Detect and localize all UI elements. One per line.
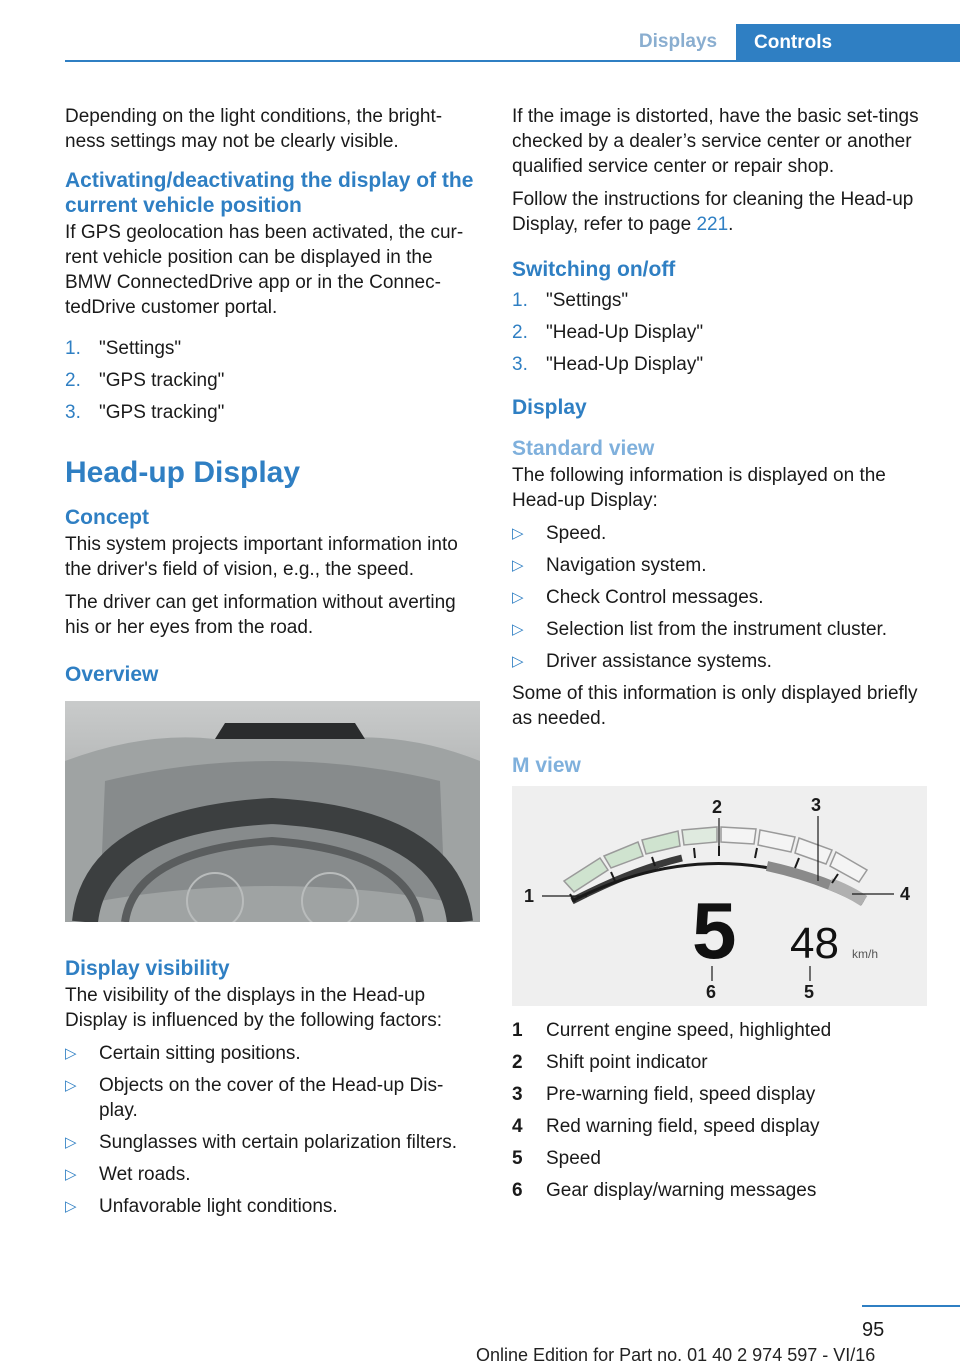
- hud-overview-photo: [65, 701, 480, 922]
- list-item: ▷ Wet roads.: [65, 1164, 191, 1185]
- list-item: ▷ Sunglasses with certain polarization filters.: [65, 1132, 458, 1153]
- page-number: 95: [862, 1319, 885, 1341]
- left-column: [65, 104, 480, 1226]
- list-item: 2. "Head-Up Display": [512, 322, 704, 343]
- heading-concept: Concept: [65, 506, 149, 529]
- m-view-legend: [512, 1018, 930, 1203]
- heading-display-visibility: Display visibility: [65, 957, 230, 980]
- list-item: 1. "Settings": [512, 290, 629, 311]
- concept-paragraph-2: The driver can get information without averting his or her eyes from the road.: [65, 592, 456, 638]
- callout-5: 5: [804, 982, 815, 1002]
- header-rule: [65, 60, 960, 62]
- gear-digit: 5: [692, 886, 737, 975]
- gps-steps: [65, 336, 480, 425]
- list-item: 5 Speed: [512, 1148, 601, 1169]
- list-item: ▷ Navigation system.: [512, 555, 707, 576]
- list-item: 3 Pre-warning field, speed display: [512, 1084, 816, 1105]
- position-paragraph: If GPS geolocation has been activated, the cur-rent vehicle position can be displayed in the BMW ConnectedDrive app or in the Connec-tedDrive customer portal.: [65, 222, 464, 318]
- list-item: ▷ Unfavorable light conditions.: [65, 1196, 338, 1217]
- list-item: ▷ Speed.: [512, 523, 607, 544]
- list-item: ▷ Certain sitting positions.: [65, 1043, 301, 1064]
- right-column: [512, 104, 930, 1210]
- list-item: 3. "GPS tracking": [65, 402, 225, 423]
- hud-steps: [512, 288, 930, 377]
- callout-3: 3: [811, 795, 822, 815]
- heading-vehicle-position: Activating/deactivating the display of the current vehicle position: [65, 169, 474, 217]
- page-reference-link[interactable]: 221: [696, 214, 729, 235]
- concept-paragraph-1: This system projects important information into the driver's field of vision, e.g., the speed.: [65, 534, 458, 580]
- callout-2: 2: [712, 797, 723, 817]
- heading-head-up-display: Head-up Display: [65, 456, 301, 489]
- callout-6: 6: [706, 982, 717, 1002]
- header-tab-controls[interactable]: Controls: [736, 24, 960, 62]
- list-item: ▷ Objects on the cover of the Head-up Dis-play.: [65, 1075, 444, 1121]
- intro-paragraph: Depending on the light conditions, the bright-ness settings may not be clearly visible.: [65, 106, 443, 152]
- list-item: 6 Gear display/warning messages: [512, 1180, 817, 1201]
- callout-4: 4: [900, 884, 911, 904]
- brief-paragraph: Some of this information is only displayed briefly as needed.: [512, 683, 918, 729]
- visibility-factors: [65, 1041, 480, 1219]
- callout-1: 1: [524, 886, 535, 906]
- speed-value: 48: [790, 919, 839, 968]
- list-item: ▷ Driver assistance systems.: [512, 651, 772, 672]
- list-item: 1 Current engine speed, highlighted: [512, 1020, 832, 1041]
- standard-info-list: [512, 521, 930, 674]
- edition-note: Online Edition for Part no. 01 40 2 974 597 - VI/16: [476, 1345, 876, 1365]
- list-item: 3. "Head-Up Display": [512, 354, 704, 375]
- list-item: ▷ Check Control messages.: [512, 587, 764, 608]
- list-item: 1. "Settings": [65, 338, 182, 359]
- m-view-figure: [512, 786, 927, 1006]
- heading-standard-view: Standard view: [512, 437, 655, 460]
- footer-rule: [862, 1305, 960, 1307]
- header-tab-displays[interactable]: Displays: [638, 31, 718, 52]
- heading-display: Display: [512, 396, 587, 419]
- list-item: 4 Red warning field, speed display: [512, 1116, 820, 1137]
- list-item: 2 Shift point indicator: [512, 1052, 708, 1073]
- cleaning-paragraph: Follow the instructions for cleaning the Head-up Display, refer to page 221.: [512, 189, 914, 235]
- heading-overview: Overview: [65, 663, 159, 686]
- list-item: ▷ Selection list from the instrument cluster.: [512, 619, 888, 640]
- distorted-paragraph: If the image is distorted, have the basic set-tings checked by a dealer’s service center or another qualified service center or repair shop.: [512, 106, 919, 177]
- heading-m-view: M view: [512, 754, 581, 777]
- visibility-paragraph: The visibility of the displays in the Head-up Display is influenced by the following factors:: [65, 985, 443, 1031]
- standard-paragraph: The following information is displayed on the Head-up Display:: [512, 465, 886, 511]
- heading-switching: Switching on/off: [512, 258, 676, 281]
- list-item: 2. "GPS tracking": [65, 370, 225, 391]
- speed-unit: km/h: [852, 947, 879, 961]
